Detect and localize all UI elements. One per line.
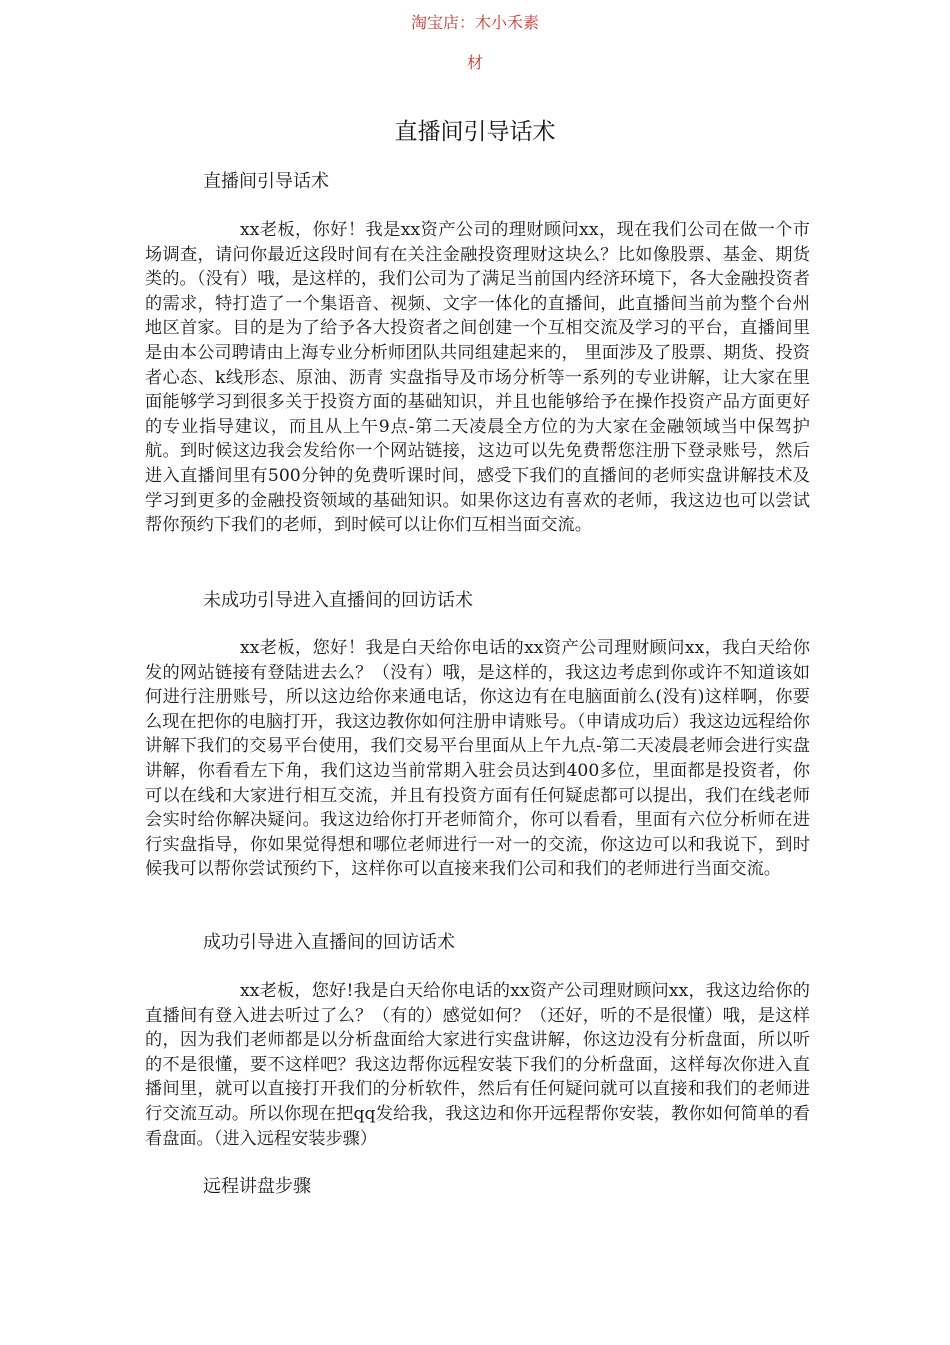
section-heading-intro: 直播间引导话术 <box>203 171 329 192</box>
section-body-intro: xx老板，你好！我是xx资产公司的理财顾问xx，现在我们公司在做一个市场调查，请问你最近这段时间有在关注金融投资理财这块么？比如像股票、基金、期货类的。（没有）哦，是这样的，我们公司为了满足当前国内经济环境下，各大金融投资者的需求，特打造了一个集语音、视频、文字一体化的直播间，此直播间当前为整个台州地区首家。目的是为了给予各大投资者之间创建一个互相交流及学习的平台，直播间里是由本公司聘请由上海专业分析师团队共同组建起来的， 里面涉及了股票、期货、投资者心态、k线形态、原油、沥青 实盘指导及市场分析等一系列的专业讲解，让大家在里面能够学习到很多关于投资方面的基础知识，并且也能够给予在操作投资产品方面更好的专业指导建议，而且从上午9点-第二天凌晨全方位的为大家在金融领域当中保驾护航。到时候这边我会发给你一个网站链接，这边可以先免费帮您注册下登录账号，然后进入直播间里有500分钟的免费听课时间，感受下我们的直播间的老师实盘讲解技术及学习到更多的金融投资领域的基础知识。如果你这边有喜欢的老师，我这边也可以尝试帮你预约下我们的老师，到时候可以让你们互相当面交流。 <box>145 220 810 536</box>
shop-name-header: 淘宝店：木小禾素 <box>410 13 539 32</box>
section-heading-success-followup: 成功引导进入直播间的回访话术 <box>203 932 455 953</box>
section-heading-failed-followup: 未成功引导进入直播间的回访话术 <box>203 590 473 611</box>
section-body-success-followup: xx老板，您好!我是白天给你电话的xx资产公司理财顾问xx，我这边给你的直播间有登入进去听过了么？（有的）感觉如何？（还好，听的不是很懂）哦，是这样的，因为我们老师都是以分析盘面给大家进行实盘讲解，你这边没有分析盘面，所以听的不是很懂，要不这样吧？我这边帮你远程安装下我们的分析盘面，这样每次你进入直播间里，就可以直接打开我们的分析软件，然后有任何疑问就可以直接和我们的老师进行交流互动。所以你现在把qq发给我，我这边和你开远程帮你安装，教你如何简单的看看盘面。（进入远程安装步骤） <box>145 981 810 1149</box>
section-body-failed-followup: xx老板，您好！我是白天给你电话的xx资产公司理财顾问xx，我白天给你发的网站链接有登陆进去么？（没有）哦，是这样的，我这边考虑到你或许不知道该如何进行注册账号，所以这边给你来通电话，你这边有在电脑面前么(没有)这样啊，你要么现在把你的电脑打开，我这边教你如何注册申请账号。（申请成功后）我这边远程给你讲解下我们的交易平台使用，我们交易平台里面从上午九点-第二天凌晨老师会进行实盘讲解，你看看左下角，我们这边当前常期入驻会员达到400多位，里面都是投资者，你可以在线和大家进行相互交流，并且有投资方面有任何疑虑都可以提出，我们在线老师会实时给你解决疑问。我这边给你打开老师简介，你可以看看，里面有六位分析师在进行实盘指导，你如果觉得想和哪位老师进行一对一的交流，你这边可以和我说下，到时候我可以帮你尝试预约下，这样你可以直接来我们公司和我们的老师进行当面交流。 <box>145 638 810 880</box>
document-title: 直播间引导话术 <box>394 119 556 145</box>
section-heading-remote-steps: 远程讲盘步骤 <box>203 1176 311 1197</box>
shop-name-header-continued: 材 <box>466 53 483 72</box>
